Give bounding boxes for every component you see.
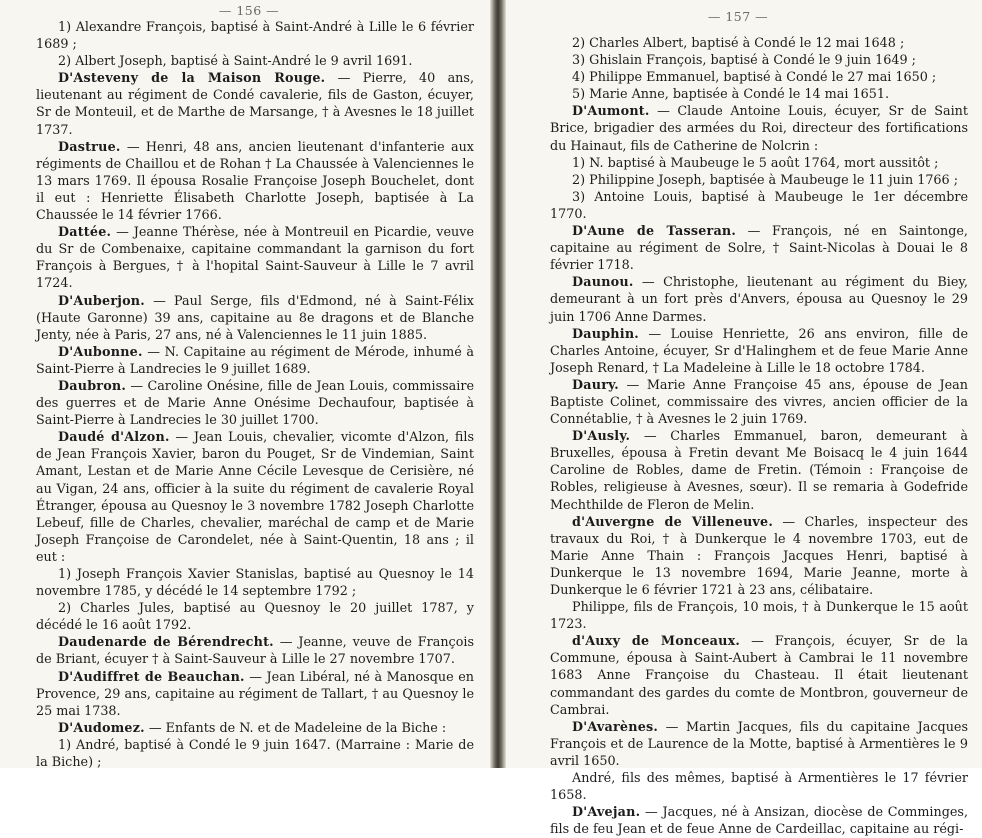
entry-name: d'Auxy de Monceaux.: [572, 634, 741, 650]
entry-name: Dauphin.: [572, 326, 639, 342]
entry-name: D'Aune de Tasseran.: [572, 224, 737, 240]
entry-name: Daudenarde de Bérendrecht.: [58, 635, 274, 651]
list-item: 1) Joseph François Xavier Stanislas, baptisé au Quesnoy le 14 novembre 1785, y décédé le 14 septembre 1792 ;: [36, 567, 474, 600]
entry-text: — Caroline Onésine, fille de Jean Louis, commissaire des guerres et de Marie Anne Onésime Dechaufour, baptisée à Saint-Pierre à Landrecies le 30 juillet 1700.: [36, 378, 474, 429]
entry-text: — Jeanne Thérèse, née à Montreuil en Picardie, veuve du Sr de Combenaixe, capitaine commandant la garnison du fort François à Bergues, † à l'hopital Saint-Sauveur à Lille le 7 avril 1724.: [36, 225, 474, 292]
list-item: 3) Antoine Louis, baptisé à Maubeuge le 1er décembre 1770.: [550, 189, 968, 222]
entry-davarenes: [550, 719, 968, 770]
entry-daumont: [550, 103, 968, 154]
list-item: André, fils des mêmes, baptisé à Armentières le 17 février 1658.: [550, 771, 968, 804]
list-item: 1) N. baptisé à Maubeuge le 5 août 1764, mort aussitôt ;: [572, 155, 939, 171]
page-number-left: — 156 —: [218, 3, 280, 18]
entry-text: — Enfants de N. et de Madeleine de la Biche :: [144, 720, 447, 736]
list-item: 4) Philippe Emmanuel, baptisé à Condé le 27 mai 1650 ;: [572, 70, 937, 86]
list-item: 1) Alexandre François, baptisé à Saint-André à Lille le 6 février 1689 ;: [36, 20, 474, 53]
entry-dasteveny: [36, 70, 474, 138]
entry-text: — N. Capitaine au régiment de Mérode, inhumé à Saint-Pierre à Landrecies le 9 juillet 1689.: [36, 344, 474, 377]
list-item: 2) Philippine Joseph, baptisée à Maubeuge le 11 juin 1766 ;: [572, 172, 958, 188]
entry-text: — Louise Henriette, 26 ans environ, fille de Charles Antoine, écuyer, Sr d'Halinghem et de feue Marie Anne Joseph Renard, † La Madeleine à Lille le 18 octobre 1784.: [550, 326, 968, 376]
entry-name: Dattée.: [58, 225, 112, 241]
entry-daudenarde: [36, 634, 474, 668]
entry-daubonne: [36, 344, 474, 378]
entry-text: — Jean Libéral, né à Manosque en Provence, 29 ans, capitaine au régiment de Tallart, † au Quesnoy le 25 mai 1738.: [36, 669, 474, 719]
entry-name: Dastrue.: [58, 139, 121, 155]
entry-name: d'Auvergne de Villeneuve.: [572, 514, 773, 530]
list-item: 3) Ghislain François, baptisé à Condé le 9 juin 1649 ;: [572, 53, 916, 69]
entry-text: — Charles Emmanuel, baron, demeurant à Bruxelles, épousa à Fretin devant Me Boisacq le 4 juin 1644 Caroline de Robles, dame de Fretin. (Témoin : Françoise de Robles, religieuse à Avesnes, sœur). Il se remaria à Godefride Mechthilde de Fleron de Melin.: [550, 429, 968, 513]
list-item: 2) Charles Jules, baptisé au Quesnoy le 20 juillet 1787, y décédé le 16 août 1792.: [36, 601, 474, 634]
entry-davejan: [550, 804, 968, 838]
entry-text: — Paul Serge, fils d'Edmond, né à Saint-Félix (Haute Garonne) 39 ans, capitaine au 8e dragons et de Blanche Jenty, née à Paris, 27 ans, né à Valenciennes le 11 juin 1885.: [36, 293, 474, 343]
entry-name: D'Aumont.: [572, 104, 650, 120]
list-item: 2) Charles Albert, baptisé à Condé le 12 mai 1648 ;: [572, 36, 905, 51]
entry-daudiffret: [36, 669, 474, 720]
entry-name: D'Audomez.: [58, 720, 145, 736]
entry-text: — Charles, inspecteur des travaux du Roi, † à Dunkerque le 4 novembre 1703, eut de Marie Anne Thain : François Jacques Henri, baptisé à Dunkerque le 13 novembre 1694, Marie Jeanne, morte à Dunkerque le 6 février 1721 à 23 ans, célibataire.: [550, 514, 969, 598]
entry-dauxy: [550, 633, 968, 718]
entry-dausly: [550, 428, 968, 513]
left-page: [0, 0, 490, 771]
entry-text: — Marie Anne Françoise 45 ans, épouse de Jean Baptiste Colinet, commissaire des vivres, ancien officier de la Connétablie, † à Avesnes le 2 juin 1769.: [550, 377, 968, 428]
book-gutter: [490, 0, 506, 768]
entry-text: — Jeanne, veuve de François de Briant, écuyer † à Saint-Sauveur à Lille le 27 novembre 1707.: [36, 635, 474, 668]
entry-dauvergne: [550, 514, 968, 599]
entry-text: — Pierre, 40 ans, lieutenant au régiment de Condé cavalerie, fils de Gaston, écuyer, Sr de Monteuil, et de Marthe de Marsange, † à Avesnes le 18 juillet 1737.: [36, 71, 474, 138]
entry-text: — Martin Jacques, fils du capitaine Jacques François et de Laurence de la Motte, baptisé à Armentières le 9 avril 1650.: [550, 719, 968, 769]
entry-name: D'Ausly.: [572, 429, 631, 445]
entry-name: Daunou.: [572, 275, 634, 291]
left-page-text: [0, 19, 490, 771]
entry-name: D'Audiffret de Beauchan.: [58, 669, 245, 685]
entry-daury: [550, 377, 968, 428]
entry-text: — François, écuyer, Sr de la Commune, épousa à Saint-Aubert à Cambrai le 11 novembre 1683 Anne Françoise du Chasteau. Il était lieutenant commandant des gardes du comte de Montbron, gouverneur de Cambrai.: [550, 634, 969, 718]
entry-name: D'Auberjon.: [58, 293, 145, 309]
list-item: Philippe, fils de François, 10 mois, † à Dunkerque le 15 août 1723.: [550, 600, 968, 633]
entry-name: Daudé d'Alzon.: [58, 430, 170, 446]
list-item: 5) Marie Anne, baptisée à Condé le 14 mai 1651.: [572, 87, 889, 103]
entry-name: D'Aubonne.: [58, 344, 143, 360]
entry-name: D'Avarènes.: [572, 719, 659, 735]
entry-daude-dalzon: [36, 429, 474, 566]
list-item: 2) Albert Joseph, baptisé à Saint-André le 9 avril 1691.: [58, 54, 413, 70]
entry-name: Daubron.: [58, 378, 127, 394]
entry-dattee: [36, 224, 474, 292]
entry-daune-de-tasseran: [550, 223, 968, 274]
right-page: [506, 0, 982, 838]
entry-text: — Christophe, lieutenant au régiment du Biey, demeurant à un fort près d'Anvers, épousa au Quesnoy le 29 juin 1706 Anne Darmes.: [550, 275, 968, 325]
entry-text: — Claude Antoine Louis, écuyer, Sr de Saint Brice, brigadier des armées du Roi, directeur des fortifications du Hainaut, fils de Catherine de Nolcrin :: [550, 104, 968, 154]
entry-daunou: [550, 274, 968, 325]
entry-name: D'Avejan.: [572, 805, 641, 821]
entry-daudomez: [36, 720, 474, 737]
entry-text: — Jean Louis, chevalier, vicomte d'Alzon, fils de Jean François Xavier, baron du Pouget, Sr de Vindemian, Saint Amant, Lestan et de Marie Anne Cécile Levesque de Cerisière, né au Vigan, 24 ans, officier à la suite du régiment de cavalerie Royal Étranger, épousa au Quesnoy le 3 novembre 1782 Joseph Charlotte Lebeuf, fille de Charles, chevalier, maréchal de camp et de Marie Joseph Françoise de Carondelet, née à Saint-Quentin, 18 ans ; il eut :: [36, 430, 474, 565]
entry-text: — Jacques, né à Ansizan, diocèse de Comminges, fils de feu Jean et de feue Anne de Cardeillac, capitaine au régi-: [550, 805, 968, 838]
entry-text: — Henri, 48 ans, ancien lieutenant d'infanterie aux régiments de Chaillou et de Rohan † La Chaussée à Valenciennes le 13 mars 1769. Il épousa Rosalie Françoise Joseph Bouchelet, dont il eut : Henriette Élisabeth Charlotte Joseph, baptisée à La Chaussée le 14 février 1766.: [36, 139, 474, 224]
entry-dauphin: [550, 326, 968, 377]
entry-dastrue: [36, 139, 474, 224]
entry-dauberjon: [36, 293, 474, 344]
page-number-right: — 157 —: [707, 9, 769, 24]
right-page-text: [506, 35, 982, 838]
entry-name: D'Asteveny de la Maison Rouge.: [58, 71, 326, 87]
list-item: 1) André, baptisé à Condé le 9 juin 1647. (Marraine : Marie de la Biche) ;: [36, 737, 474, 771]
entry-daubron: [36, 378, 474, 429]
entry-name: Daury.: [572, 377, 619, 393]
entry-text: — François, né en Saintonge, capitaine au régiment de Solre, † Saint-Nicolas à Douai le 8 février 1718.: [550, 224, 968, 274]
